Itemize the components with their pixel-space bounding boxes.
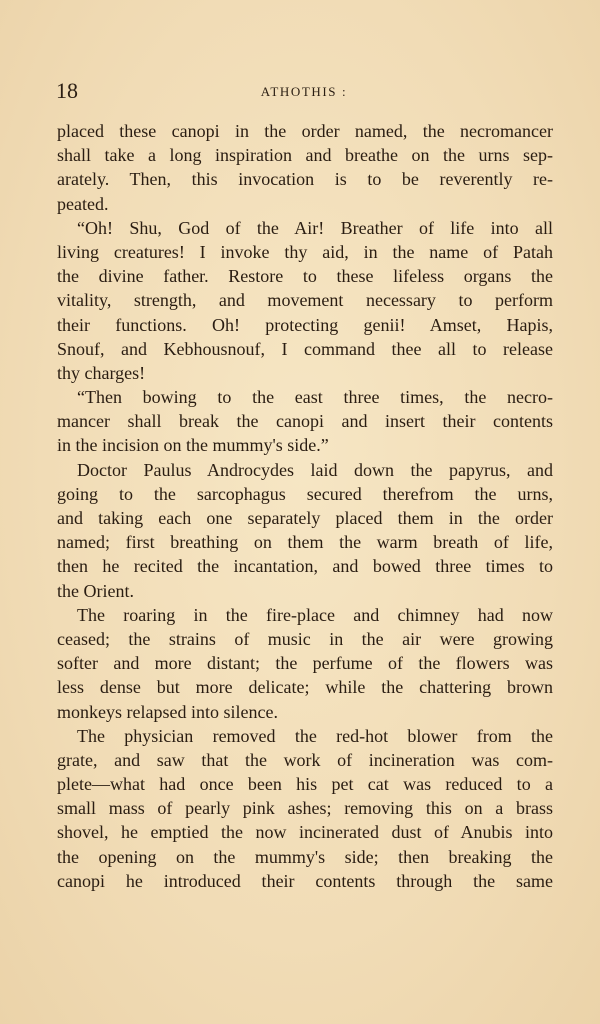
text-line: The roaring in the fire-place and chimney had now [77,604,553,625]
text-line: the divine father. Restore to these lifeless organs the [57,266,553,287]
text-line: arately. Then, this invocation is to be reverently re- [57,169,553,190]
text-line: canopi he introduced their contents through the same [57,870,553,891]
running-title: ATHOTHIS : [260,84,348,99]
text-line: thy charges! [57,362,146,383]
text-line: placed these canopi in the order named, the necromancer [57,121,553,141]
text-line: monkeys relapsed into silence. [57,701,278,722]
text-line: shovel, he emptied the now incinerated dust of Anubis into [57,822,553,843]
page-number: 18 [56,78,78,103]
text-line: the opening on the mummy's side; then breaking the [57,846,553,867]
text-line: and taking each one separately placed them in the order [57,508,553,528]
text-line: Doctor Paulus Androcydes laid down the papyrus, and [77,459,553,480]
text-line: grate, and saw that the work of incineration was com- [57,749,553,770]
text-line: ceased; the strains of music in the air were growing [57,628,553,649]
text-line: then he recited the incantation, and bowed three times to [57,556,553,577]
text-line: Snouf, and Kebhousnouf, I command thee all to release [57,338,553,359]
running-head [56,78,552,104]
text-line: plete—what had once been his pet cat was reduced to a [57,774,553,795]
text-line: shall take a long inspiration and breathe on the urns sep- [57,145,553,166]
text-line: their functions. Oh! protecting genii! Amset, Hapis, [57,314,553,335]
text-line: named; first breathing on them the warm breath of life, [57,532,553,553]
text-line: living creatures! I invoke thy aid, in the name of Patah [57,241,553,262]
body-text [57,119,553,893]
text-line: peated. [57,193,109,214]
text-line: less dense but more delicate; while the chattering brown [57,677,553,698]
text-line: going to the sarcophagus secured therefrom the urns, [57,483,553,504]
text-line: mancer shall break the canopi and insert their contents [57,411,553,432]
text-line: vitality, strength, and movement necessary to perform [57,290,553,311]
text-line: softer and more distant; the perfume of the flowers was [57,653,553,674]
text-line: The physician removed the red-hot blower from the [77,725,553,746]
text-line: the Orient. [57,580,134,601]
text-line: in the incision on the mummy's side.” [57,435,329,456]
text-line: “Oh! Shu, God of the Air! Breather of life into all [77,217,553,238]
text-line: small mass of pearly pink ashes; removing this on a brass [57,798,553,819]
text-line: “Then bowing to the east three times, the necro- [77,387,553,408]
